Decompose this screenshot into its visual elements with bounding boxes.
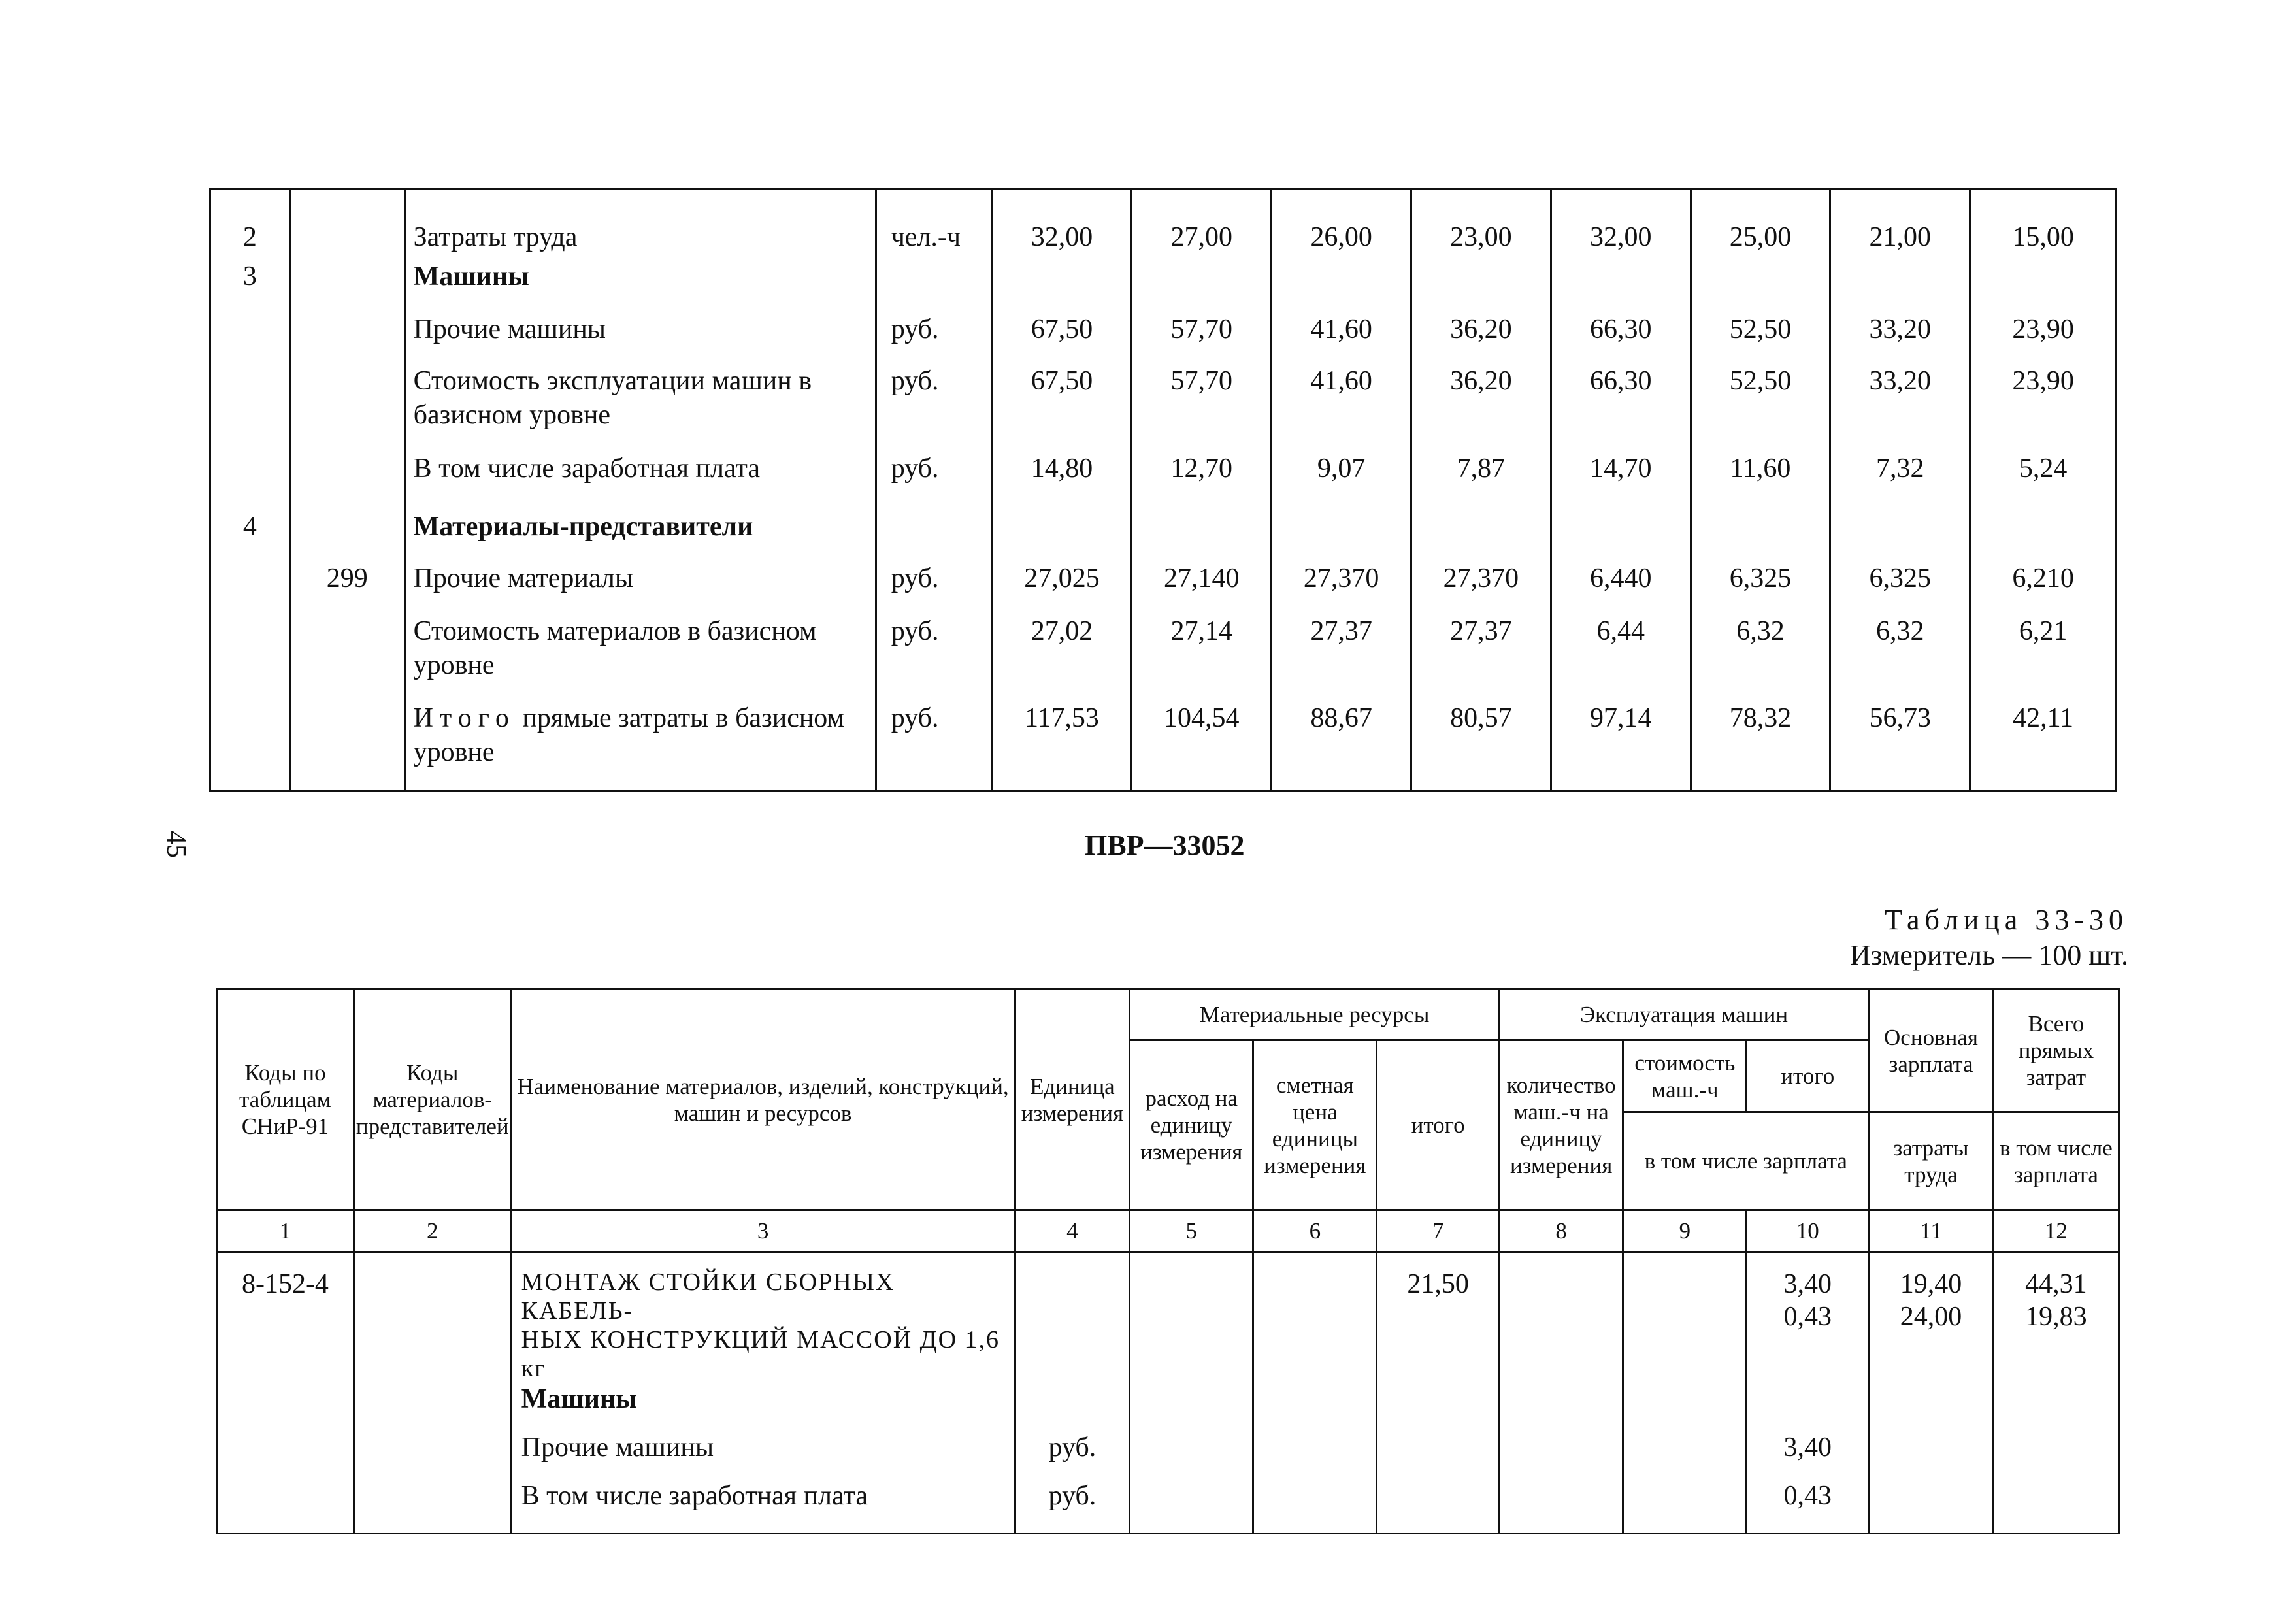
row-value [1411,257,1551,310]
header-material-total: итого [1377,1040,1499,1210]
row-value: 25,00 [1691,190,1830,257]
column-number: 10 [1747,1210,1869,1253]
row-value: 32,00 [1551,190,1691,257]
row-value: 88,67 [1272,697,1411,791]
row-value: 27,025 [992,559,1132,612]
row-value: 27,370 [1272,559,1411,612]
row-name: Материалы-представители [404,507,876,559]
header-codes-materials: Коды материалов-представителей [354,989,511,1210]
row-unit [876,507,992,559]
row-value [992,257,1132,310]
row-value: 67,50 [992,310,1132,361]
row-value [1691,507,1830,559]
row-value: 27,02 [992,612,1132,697]
row-unit: руб. [876,697,992,791]
row-material-code [289,190,404,257]
row-value [1830,507,1970,559]
row-value: 41,60 [1272,310,1411,361]
row-name: Прочие материалы [404,559,876,612]
header-name: Наименование материалов, изделий, конструкций, машин и ресурсов [511,989,1015,1210]
row-material-code: 299 [289,559,404,612]
row-value: 21,00 [1830,190,1970,257]
header-material-resources: Материальные ресурсы [1130,989,1500,1040]
table-row [210,257,2117,310]
row-unit [876,257,992,310]
header-machine-cost: стоимость маш.-ч [1623,1040,1747,1112]
table-row [210,310,2117,361]
row-code: 8-152-4 [217,1253,354,1384]
row-value [1132,507,1272,559]
row-value: 6,32 [1691,612,1830,697]
row-number [210,449,290,507]
row-value: 67,50 [992,361,1132,448]
row-value: 97,14 [1551,697,1691,791]
row-value: 66,30 [1551,361,1691,448]
row-value [1970,507,2117,559]
column-number: 11 [1869,1210,1994,1253]
row-value: 80,57 [1411,697,1551,791]
row-value: 7,32 [1830,449,1970,507]
row-name: В том числе заработная плата [404,449,876,507]
row-number [210,361,290,448]
table-measure: Измеритель — 100 шт. [1849,939,2128,971]
row-value: 6,325 [1691,559,1830,612]
row-value: 27,37 [1411,612,1551,697]
row-value [992,507,1132,559]
row-value: 9,07 [1272,449,1411,507]
row-value [1272,507,1411,559]
table-row [210,361,2117,448]
column-number: 6 [1253,1210,1377,1253]
row-material-total: 21,50 [1377,1253,1499,1384]
row-material-code [289,361,404,448]
row-wage-value: 0,43 [1747,1480,1869,1533]
header-all-direct: Всего прямых затрат [1993,989,2119,1112]
row-unit: руб. [876,310,992,361]
column-number: 2 [354,1210,511,1253]
row-machine-total: 3,40 0,43 [1747,1253,1869,1384]
header-rate-per-unit: расход на единицу измерения [1130,1040,1253,1210]
row-number: 4 [210,507,290,559]
row-value: 104,54 [1132,697,1272,791]
row-value: 36,20 [1411,310,1551,361]
row-wage: В том числе заработная плата [511,1480,1015,1533]
row-other-machines: Прочие машины [511,1431,1015,1480]
row-value: 27,37 [1272,612,1411,697]
column-number: 7 [1377,1210,1499,1253]
column-number: 4 [1015,1210,1130,1253]
row-unit: руб. [876,361,992,448]
row-value: 66,30 [1551,310,1691,361]
row-name: МОНТАЖ СТОЙКИ СБОРНЫХ КАБЕЛЬ- НЫХ КОНСТРУКЦИЙ МАССОЙ ДО 1,6 кг [511,1253,1015,1384]
column-number: 9 [1623,1210,1747,1253]
row-value: 27,140 [1132,559,1272,612]
row-name: Стоимость материалов в базисном уровне [404,612,876,697]
row-value: 33,20 [1830,361,1970,448]
row-value: 42,11 [1970,697,2117,791]
row-value: 6,32 [1830,612,1970,697]
row-value [1132,257,1272,310]
row-value: 6,21 [1970,612,2117,697]
row-value: 41,60 [1272,361,1411,448]
row-unit: руб. [876,449,992,507]
row-value: 56,73 [1830,697,1970,791]
row-value: 32,00 [992,190,1132,257]
row-value: 27,00 [1132,190,1272,257]
row-other-machines-value: 3,40 [1747,1431,1869,1480]
column-number: 1 [217,1210,354,1253]
row-value: 27,14 [1132,612,1272,697]
row-material-code [289,257,404,310]
header-machine-total: итого [1747,1040,1869,1112]
table-row [210,612,2117,697]
page-number: 45 [161,831,191,858]
row-value: 6,44 [1551,612,1691,697]
row-number: 2 [210,190,290,257]
column-number: 5 [1130,1210,1253,1253]
row-value: 14,70 [1551,449,1691,507]
row-number [210,612,290,697]
row-value: 27,370 [1411,559,1551,612]
row-value: 52,50 [1691,361,1830,448]
row-material-code [289,310,404,361]
row-value: 6,440 [1551,559,1691,612]
row-value [1691,257,1830,310]
row-value: 15,00 [1970,190,2117,257]
row-value: 23,90 [1970,310,2117,361]
row-value: 36,20 [1411,361,1551,448]
row-value: 33,20 [1830,310,1970,361]
row-value: 23,90 [1970,361,2117,448]
row-value: 12,70 [1132,449,1272,507]
header-codes-snip: Коды по таблицам СНиР-91 [217,989,354,1210]
table-row [210,507,2117,559]
row-value: 11,60 [1691,449,1830,507]
row-material-code [289,507,404,559]
header-incl-wage: в том числе зарплата [1623,1112,1869,1210]
row-base-wage: 19,40 24,00 [1869,1253,1994,1384]
header-labor: затраты труда [1869,1112,1994,1210]
row-value: 23,00 [1411,190,1551,257]
row-unit: чел.-ч [876,190,992,257]
row-name: Прочие машины [404,310,876,361]
row-value: 7,87 [1411,449,1551,507]
header-incl-wage-2: в том числе зарплата [1993,1112,2119,1210]
column-number: 12 [1993,1210,2119,1253]
row-value: 57,70 [1132,310,1272,361]
row-value: 78,32 [1691,697,1830,791]
row-value [1551,257,1691,310]
row-unit: руб. [876,559,992,612]
column-number: 3 [511,1210,1015,1253]
table-row [210,449,2117,507]
row-value [1411,507,1551,559]
row-wage-unit: руб. [1015,1480,1130,1533]
row-name: Затраты труда [404,190,876,257]
header-estimated-price: сметная цена единицы измерения [1253,1040,1377,1210]
row-number [210,310,290,361]
row-name: Итого прямые затраты в базисном уровне [404,697,876,791]
row-number [210,559,290,612]
table-row [210,697,2117,791]
row-machines-heading: Машины [511,1383,1015,1431]
row-value: 52,50 [1691,310,1830,361]
header-machine-hours: количество маш.-ч на единицу измерения [1499,1040,1623,1210]
continuation-table [209,188,2117,792]
table-row [210,190,2117,257]
row-value: 14,80 [992,449,1132,507]
row-value: 5,24 [1970,449,2117,507]
row-value: 6,325 [1830,559,1970,612]
row-value: 26,00 [1272,190,1411,257]
row-number: 3 [210,257,290,310]
row-material-code [289,612,404,697]
row-name: Машины [404,257,876,310]
row-value [1272,257,1411,310]
row-other-machines-unit: руб. [1015,1431,1130,1480]
row-material-code [289,697,404,791]
table-title: Таблица 33-30 [1885,904,2128,936]
row-name: Стоимость эксплуатации машин в базисном уровне [404,361,876,448]
row-value: 57,70 [1132,361,1272,448]
header-unit: Единица измерения [1015,989,1130,1210]
row-direct-costs: 44,31 19,83 [1993,1253,2119,1384]
document-code: ПВР—33052 [1085,829,1245,861]
row-number [210,697,290,791]
row-value [1830,257,1970,310]
row-value [1970,257,2117,310]
table-row [210,559,2117,612]
row-material-code [289,449,404,507]
header-machine-operation: Эксплуатация машин [1499,989,1868,1040]
header-base-wage: Основная зарплата [1869,989,1994,1112]
resource-table [216,988,2120,1534]
row-value: 6,210 [1970,559,2117,612]
row-unit: руб. [876,612,992,697]
column-number: 8 [1499,1210,1623,1253]
row-value: 117,53 [992,697,1132,791]
row-value [1551,507,1691,559]
